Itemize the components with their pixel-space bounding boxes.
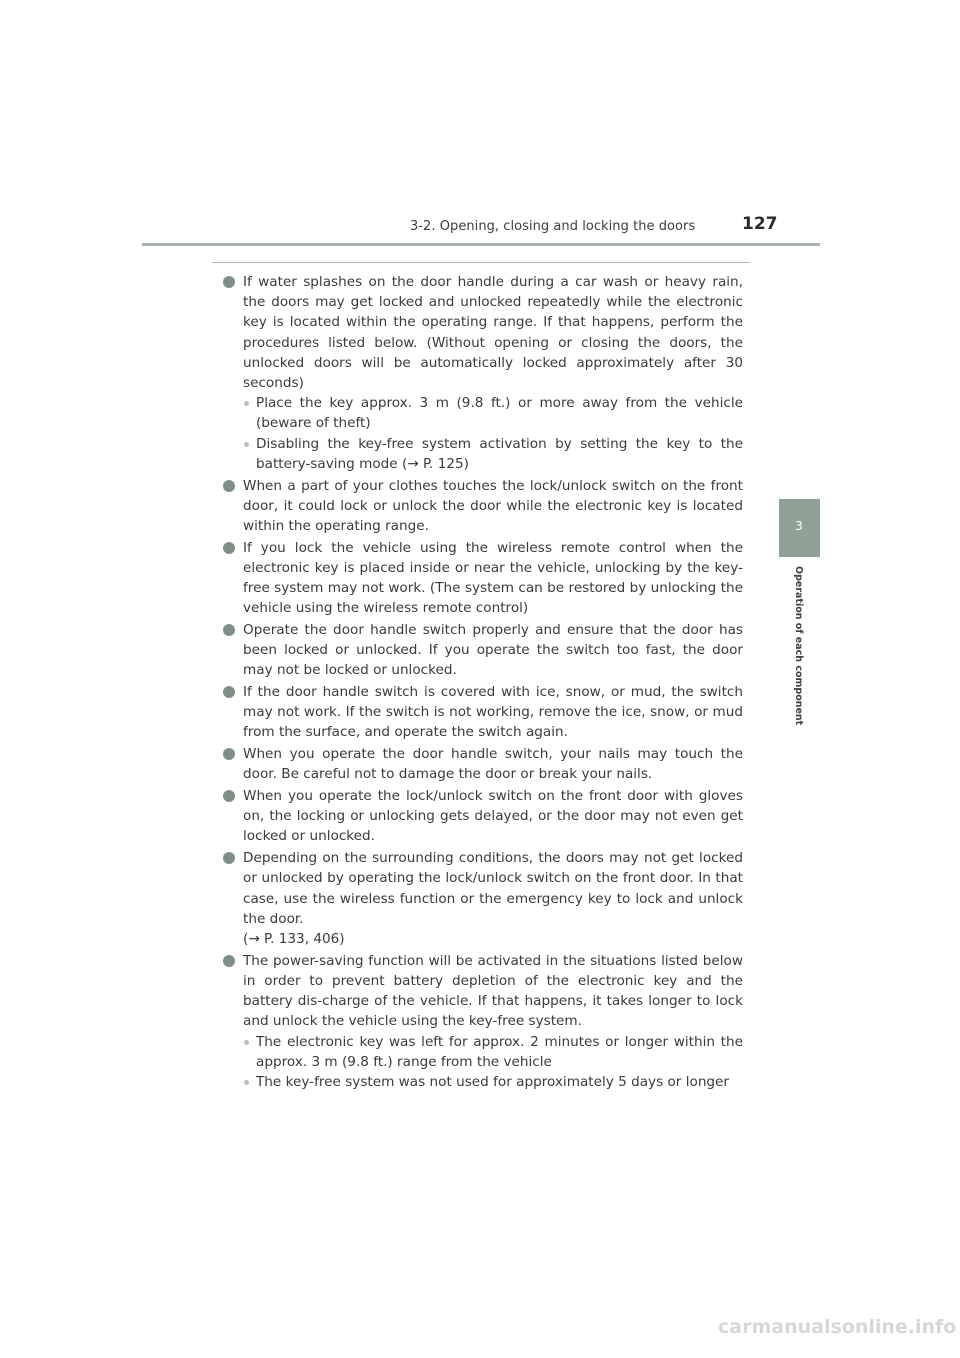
bullet-icon	[223, 790, 235, 802]
sub-list-item-text: Disabling the key-free system activation by setting the key to the battery-saving mode (	[256, 435, 743, 472]
list-item-text: If you lock the vehicle using the wireless remote control when the electronic key is placed inside or near the vehicle, unlocking by the key-free system may not work. (The system can be restored by unlocking the vehicle using the wireless remote control)	[243, 539, 743, 617]
bullet-icon	[223, 852, 235, 864]
list-item-text: When you operate the lock/unlock switch on the front door with gloves on, the locking or unlocking gets delayed, or the door may not even get locked or unlocked.	[243, 788, 743, 845]
list-item	[223, 682, 743, 743]
chapter-label	[792, 566, 806, 726]
bullet-icon	[223, 542, 235, 554]
page-number: 127	[742, 214, 778, 234]
bullet-icon	[223, 276, 235, 288]
sub-list-item	[243, 1072, 743, 1092]
sub-list-item	[243, 434, 743, 474]
sub-bullet-icon	[244, 1040, 249, 1045]
sub-bullet-icon	[244, 1080, 249, 1085]
bullet-icon	[223, 686, 235, 698]
list-item	[223, 951, 743, 1092]
content-divider	[212, 262, 750, 263]
sub-bullet-icon	[244, 442, 249, 447]
chapter-number: 3	[795, 519, 803, 533]
section-title: 3-2. Opening, closing and locking the doors	[410, 219, 696, 234]
list-item-text: When a part of your clothes touches the lock/unlock switch on the front door, it could lock or unlock the door while the electronic key is located within the operating range.	[243, 477, 743, 534]
sub-bullet-icon	[244, 401, 249, 406]
header-divider	[142, 243, 820, 246]
sub-list-item-text: The key-free system was not used for approximately 5 days or longer	[256, 1073, 730, 1090]
list-item	[223, 272, 743, 474]
list-item-text: The power-saving function will be activated in the situations listed below in order to prevent battery depletion of the electronic key and the battery dis-charge of the vehicle. If that happens, it takes longer to lock and unlock the vehicle using the key-free system.	[243, 952, 743, 1030]
list-item	[223, 848, 743, 949]
bullet-icon	[223, 480, 235, 492]
chapter-label-text: Operation of each component	[793, 566, 804, 726]
list-item	[223, 786, 743, 847]
list-item	[223, 538, 743, 619]
bullet-icon	[223, 624, 235, 636]
arrow-icon: →	[407, 455, 419, 472]
arrow-icon: →	[248, 931, 260, 947]
sub-list-item	[243, 393, 743, 433]
list-item-text: If the door handle switch is covered with ice, snow, or mud, the switch may not work. If the switch is not working, remove the ice, snow, or mud from the surface, and operate the switch again.	[243, 684, 743, 741]
bullet-icon	[223, 748, 235, 760]
watermark: carmanualsonline.info	[718, 1316, 957, 1338]
list-item	[223, 744, 743, 784]
list-item-text: If water splashes on the door handle during a car wash or heavy rain, the doors may get locked and unlocked repeatedly while the electronic key is located within the operating range. If that happens, perform the procedures listed below. (Without opening or closing the doors, the unlocked doors will be automatically locked approximately after 30 seconds)	[243, 274, 743, 392]
list-item-text: Operate the door handle switch properly and ensure that the door has been locked or unlocked. If you operate the switch too fast, the door may not be locked or unlocked.	[243, 621, 743, 679]
list-item-text: When you operate the door handle switch, your nails may touch the door. Be careful not to damage the door or break your nails.	[243, 746, 743, 783]
notes-list	[223, 272, 743, 1094]
list-item	[223, 476, 743, 537]
page-reference[interactable]: P. 125)	[418, 455, 469, 472]
bullet-icon	[223, 955, 235, 967]
sub-list-item	[243, 1032, 743, 1072]
sub-list-item-text: The electronic key was left for approx. 2 minutes or longer within the approx. 3 m (9.8 ft.) range from the vehicle	[256, 1033, 743, 1070]
page-reference[interactable]: P. 133, 406)	[259, 931, 345, 947]
page-reference-open: (	[243, 931, 249, 947]
list-item	[223, 620, 743, 681]
sub-list-item-text: Place the key approx. 3 m (9.8 ft.) or more away from the vehicle (beware of theft)	[256, 395, 743, 432]
list-item-text: Depending on the surrounding conditions, the doors may not get locked or unlocked by operating the lock/unlock switch on the front door. In that case, use the wireless function or the emergency key to lock and unlock the door.	[243, 850, 743, 927]
